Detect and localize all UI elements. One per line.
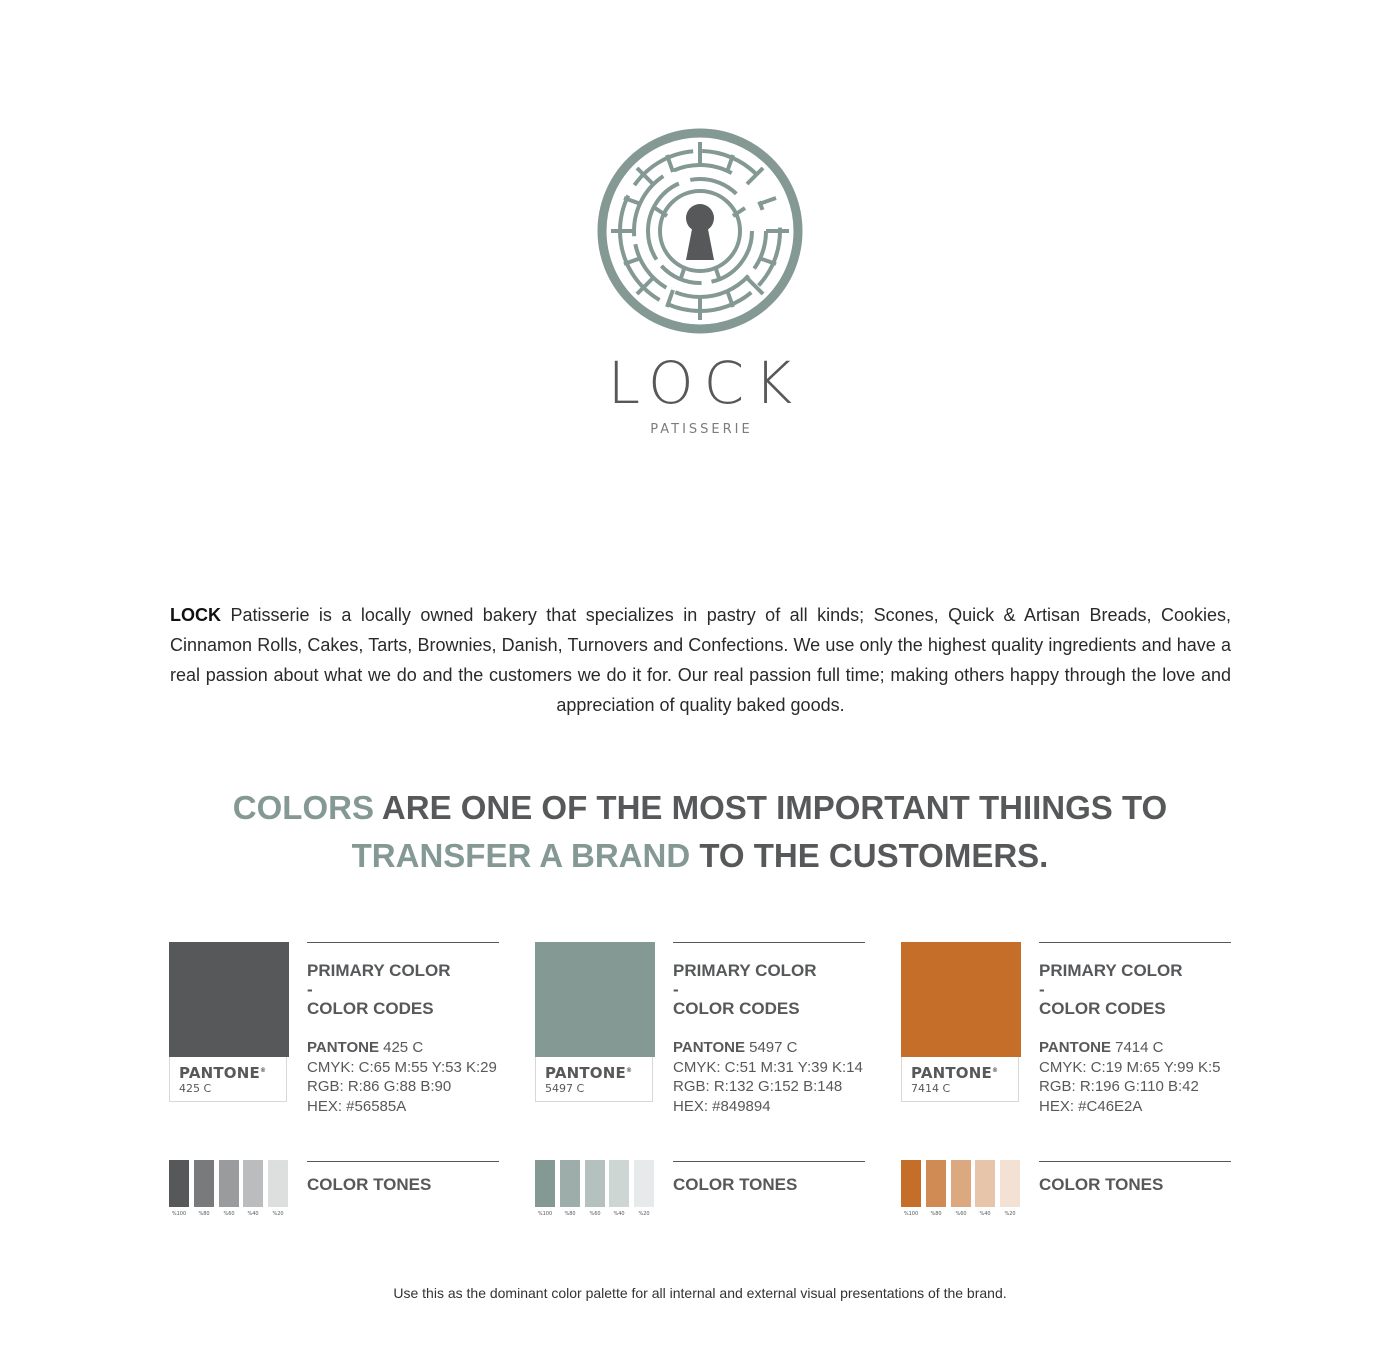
color-tone-swatch [609, 1160, 629, 1207]
headline-text-1: ARE ONE OF THE MOST IMPORTANT THIINGS TO [373, 789, 1168, 826]
color-tone-swatch [268, 1160, 288, 1207]
pantone-color-fill [535, 942, 655, 1057]
color-codes-title: COLOR CODES [307, 999, 434, 1018]
divider [673, 942, 865, 943]
brand-wordmark: LOCK [607, 349, 803, 417]
color-tones-panel [673, 1161, 865, 1195]
color-codes-panel [307, 942, 499, 1116]
brand-logo [0, 128, 1400, 437]
color-tones-panel [1039, 1161, 1231, 1195]
color-tone-swatch [243, 1160, 263, 1207]
color-tone-label: %20 [1004, 1211, 1016, 1217]
color-tone-label: %80 [564, 1211, 576, 1217]
color-tone-label: %80 [930, 1211, 942, 1217]
color-code-values [1039, 1038, 1231, 1116]
color-code-values [307, 1038, 499, 1116]
rgb-value: RGB: R:132 G:152 B:148 [673, 1078, 843, 1095]
keyhole-icon [686, 204, 714, 260]
color-tones-strip [169, 1160, 299, 1220]
color-code-values [673, 1038, 865, 1116]
footer-note: Use this as the dominant color palette for all internal and external visual presentations of the brand. [393, 1285, 1007, 1301]
color-tones-strip [901, 1160, 1031, 1220]
pantone-value: PANTONE 5497 C [673, 1039, 798, 1056]
cmyk-value: CMYK: C:51 M:31 Y:39 K:14 [673, 1058, 863, 1076]
color-tone-swatch [219, 1160, 239, 1207]
hex-value: HEX: #849894 [673, 1097, 771, 1115]
color-tone-label: %40 [979, 1211, 991, 1217]
primary-color-title: PRIMARY COLOR [673, 961, 817, 980]
color-tone-swatch [975, 1160, 995, 1207]
rgb-value: RGB: R:196 G:110 B:42 [1039, 1078, 1199, 1095]
divider [307, 1161, 499, 1162]
color-tones-title: COLOR TONES [307, 1175, 432, 1194]
color-tone-swatch [1000, 1160, 1020, 1207]
pantone-card-code: 7414 C [911, 1082, 951, 1095]
primary-color-title: PRIMARY COLOR [1039, 961, 1183, 980]
divider [1039, 1161, 1231, 1162]
divider [673, 1161, 865, 1162]
color-tone-swatch [951, 1160, 971, 1207]
intro-paragraph [170, 600, 1231, 720]
pantone-value: PANTONE 425 C [307, 1039, 424, 1056]
color-tone-label: %20 [638, 1211, 650, 1217]
pantone-value: PANTONE 7414 C [1039, 1039, 1164, 1056]
color-tone-swatch [169, 1160, 189, 1207]
cmyk-value: CMYK: C:65 M:55 Y:53 K:29 [307, 1058, 497, 1076]
color-tones-strip [535, 1160, 665, 1220]
pantone-card-label: PANTONE® [179, 1064, 267, 1082]
color-tone-label: %60 [589, 1211, 601, 1217]
color-codes-title: COLOR CODES [673, 999, 800, 1018]
pantone-card [169, 942, 287, 1102]
pantone-color-fill [901, 942, 1021, 1057]
color-tone-swatch [634, 1160, 654, 1207]
color-tone-swatch [585, 1160, 605, 1207]
pantone-card-label: PANTONE® [545, 1064, 633, 1082]
color-codes-panel [673, 942, 865, 1116]
color-swatch-group [169, 942, 509, 1222]
color-tone-label: %100 [903, 1211, 919, 1217]
hex-value: HEX: #56585A [307, 1097, 407, 1115]
color-tone-label: %100 [537, 1211, 553, 1217]
color-tone-label: %100 [171, 1211, 187, 1217]
color-codes-title: COLOR CODES [1039, 999, 1166, 1018]
color-tone-label: %40 [247, 1211, 259, 1217]
primary-color-title: PRIMARY COLOR [307, 961, 451, 980]
divider [307, 942, 499, 943]
color-tone-label: %40 [613, 1211, 625, 1217]
title-dash: - [1039, 980, 1045, 999]
maze-keyhole-emblem [597, 128, 803, 334]
color-tones-title: COLOR TONES [673, 1175, 798, 1194]
color-tone-swatch [901, 1160, 921, 1207]
color-tone-label: %60 [223, 1211, 235, 1217]
color-tone-label: %80 [198, 1211, 210, 1217]
intro-brand-name: LOCK [170, 605, 221, 625]
color-codes-panel [1039, 942, 1231, 1116]
color-tones-panel [307, 1161, 499, 1195]
color-swatch-group [901, 942, 1241, 1222]
headline-text-2: TO THE CUSTOMERS. [690, 837, 1049, 874]
color-tone-swatch [535, 1160, 555, 1207]
intro-text: Patisserie is a locally owned bakery that specializes in pastry of all kinds; Scones, Quick & Artisan Breads, Cookies, Cinnamon Rolls, Cakes, Tarts, Brownies, Danish, Turnovers and Confections. We use only the highest quality ingredients and have a real passion about what we do and the customers we do it for. Our real passion full time; making others happy through the love and appreciation of quality baked goods. [170, 605, 1231, 715]
hex-value: HEX: #C46E2A [1039, 1097, 1143, 1115]
color-tone-label: %60 [955, 1211, 967, 1217]
divider [1039, 942, 1231, 943]
pantone-card-code: 425 C [179, 1082, 212, 1095]
pantone-color-fill [169, 942, 289, 1057]
pantone-card [901, 942, 1019, 1102]
color-tone-swatch [560, 1160, 580, 1207]
color-tone-label: %20 [272, 1211, 284, 1217]
rgb-value: RGB: R:86 G:88 B:90 [307, 1078, 452, 1095]
colors-headline [0, 784, 1400, 880]
pantone-card-label: PANTONE® [911, 1064, 999, 1082]
headline-accent-1: COLORS [232, 789, 374, 826]
cmyk-value: CMYK: C:19 M:65 Y:99 K:5 [1039, 1058, 1221, 1076]
color-swatch-group [535, 942, 875, 1222]
pantone-card [535, 942, 653, 1102]
pantone-card-code: 5497 C [545, 1082, 585, 1095]
headline-accent-2: TRANSFER A BRAND [351, 837, 691, 874]
title-dash: - [673, 980, 679, 999]
color-tone-swatch [194, 1160, 214, 1207]
title-dash: - [307, 980, 313, 999]
brand-subword: PATISSERIE [650, 422, 753, 437]
color-tone-swatch [926, 1160, 946, 1207]
color-tones-title: COLOR TONES [1039, 1175, 1164, 1194]
